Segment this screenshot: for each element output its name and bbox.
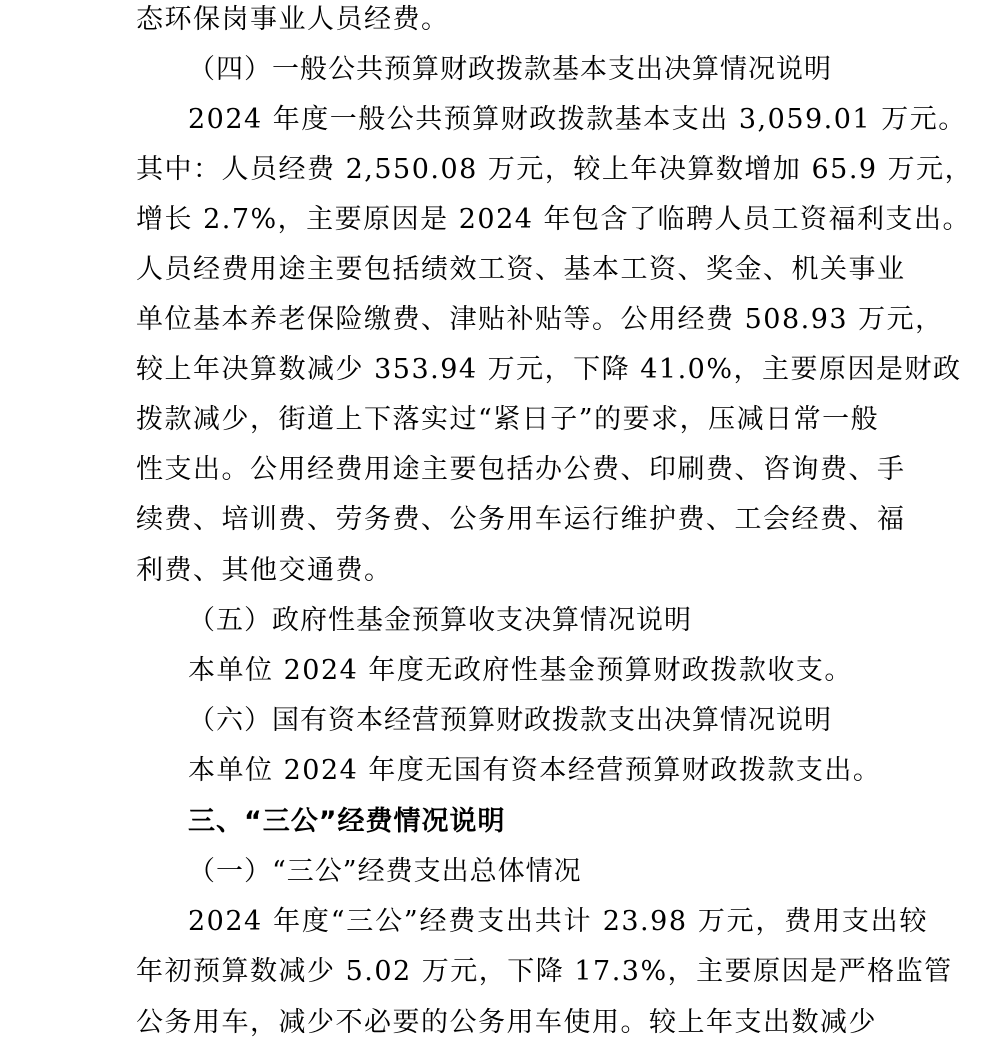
paragraph-line: 公务用车，减少不必要的公务用车使用。较上年支出数减少 xyxy=(136,1007,877,1038)
paragraph-line: 拨款减少，街道上下落实过“紧日子”的要求，压减日常一般 xyxy=(136,404,880,435)
paragraph-line: 本单位 2024 年度无政府性基金预算财政拨款收支。 xyxy=(188,655,853,686)
paragraph-line: 2024 年度一般公共预算财政拨款基本支出 3,059.01 万元。 xyxy=(188,104,967,135)
section-heading-6: （六）国有资本经营预算财政拨款支出决算情况说明 xyxy=(188,705,832,736)
section-heading-5: （五）政府性基金预算收支决算情况说明 xyxy=(188,605,692,636)
paragraph-line: 单位基本养老保险缴费、津贴补贴等。公用经费 508.93 万元， xyxy=(136,304,944,335)
paragraph-line: 2024 年度“三公”经费支出共计 23.98 万元，费用支出较 xyxy=(188,906,928,937)
paragraph-line: 本单位 2024 年度无国有资本经营预算财政拨款支出。 xyxy=(188,755,882,786)
paragraph-line: 增长 2.7%，主要原因是 2024 年包含了临聘人员工资福利支出。 xyxy=(136,204,972,235)
paragraph-line: 人员经费用途主要包括绩效工资、基本工资、奖金、机关事业 xyxy=(136,254,906,285)
paragraph-line: 利费、其他交通费。 xyxy=(136,555,393,586)
section-heading-4: （四）一般公共预算财政拨款基本支出决算情况说明 xyxy=(188,54,832,85)
paragraph-line: 其中：人员经费 2,550.08 万元，较上年决算数增加 65.9 万元， xyxy=(136,154,974,185)
paragraph-line: 年初预算数减少 5.02 万元，下降 17.3%，主要原因是严格监管 xyxy=(136,956,953,987)
section-heading-three-1: （一）“三公”经费支出总体情况 xyxy=(188,856,582,887)
paragraph-line: 续费、培训费、劳务费、公务用车运行维护费、工会经费、福 xyxy=(136,504,906,535)
paragraph-line: 态环保岗事业人员经费。 xyxy=(136,4,450,35)
paragraph-line: 较上年决算数减少 353.94 万元，下降 41.0%，主要原因是财政 xyxy=(136,354,962,385)
paragraph-line: 性支出。公用经费用途主要包括办公费、印刷费、咨询费、手 xyxy=(136,454,906,485)
section-heading-three: 三、“三公”经费情况说明 xyxy=(188,806,506,837)
